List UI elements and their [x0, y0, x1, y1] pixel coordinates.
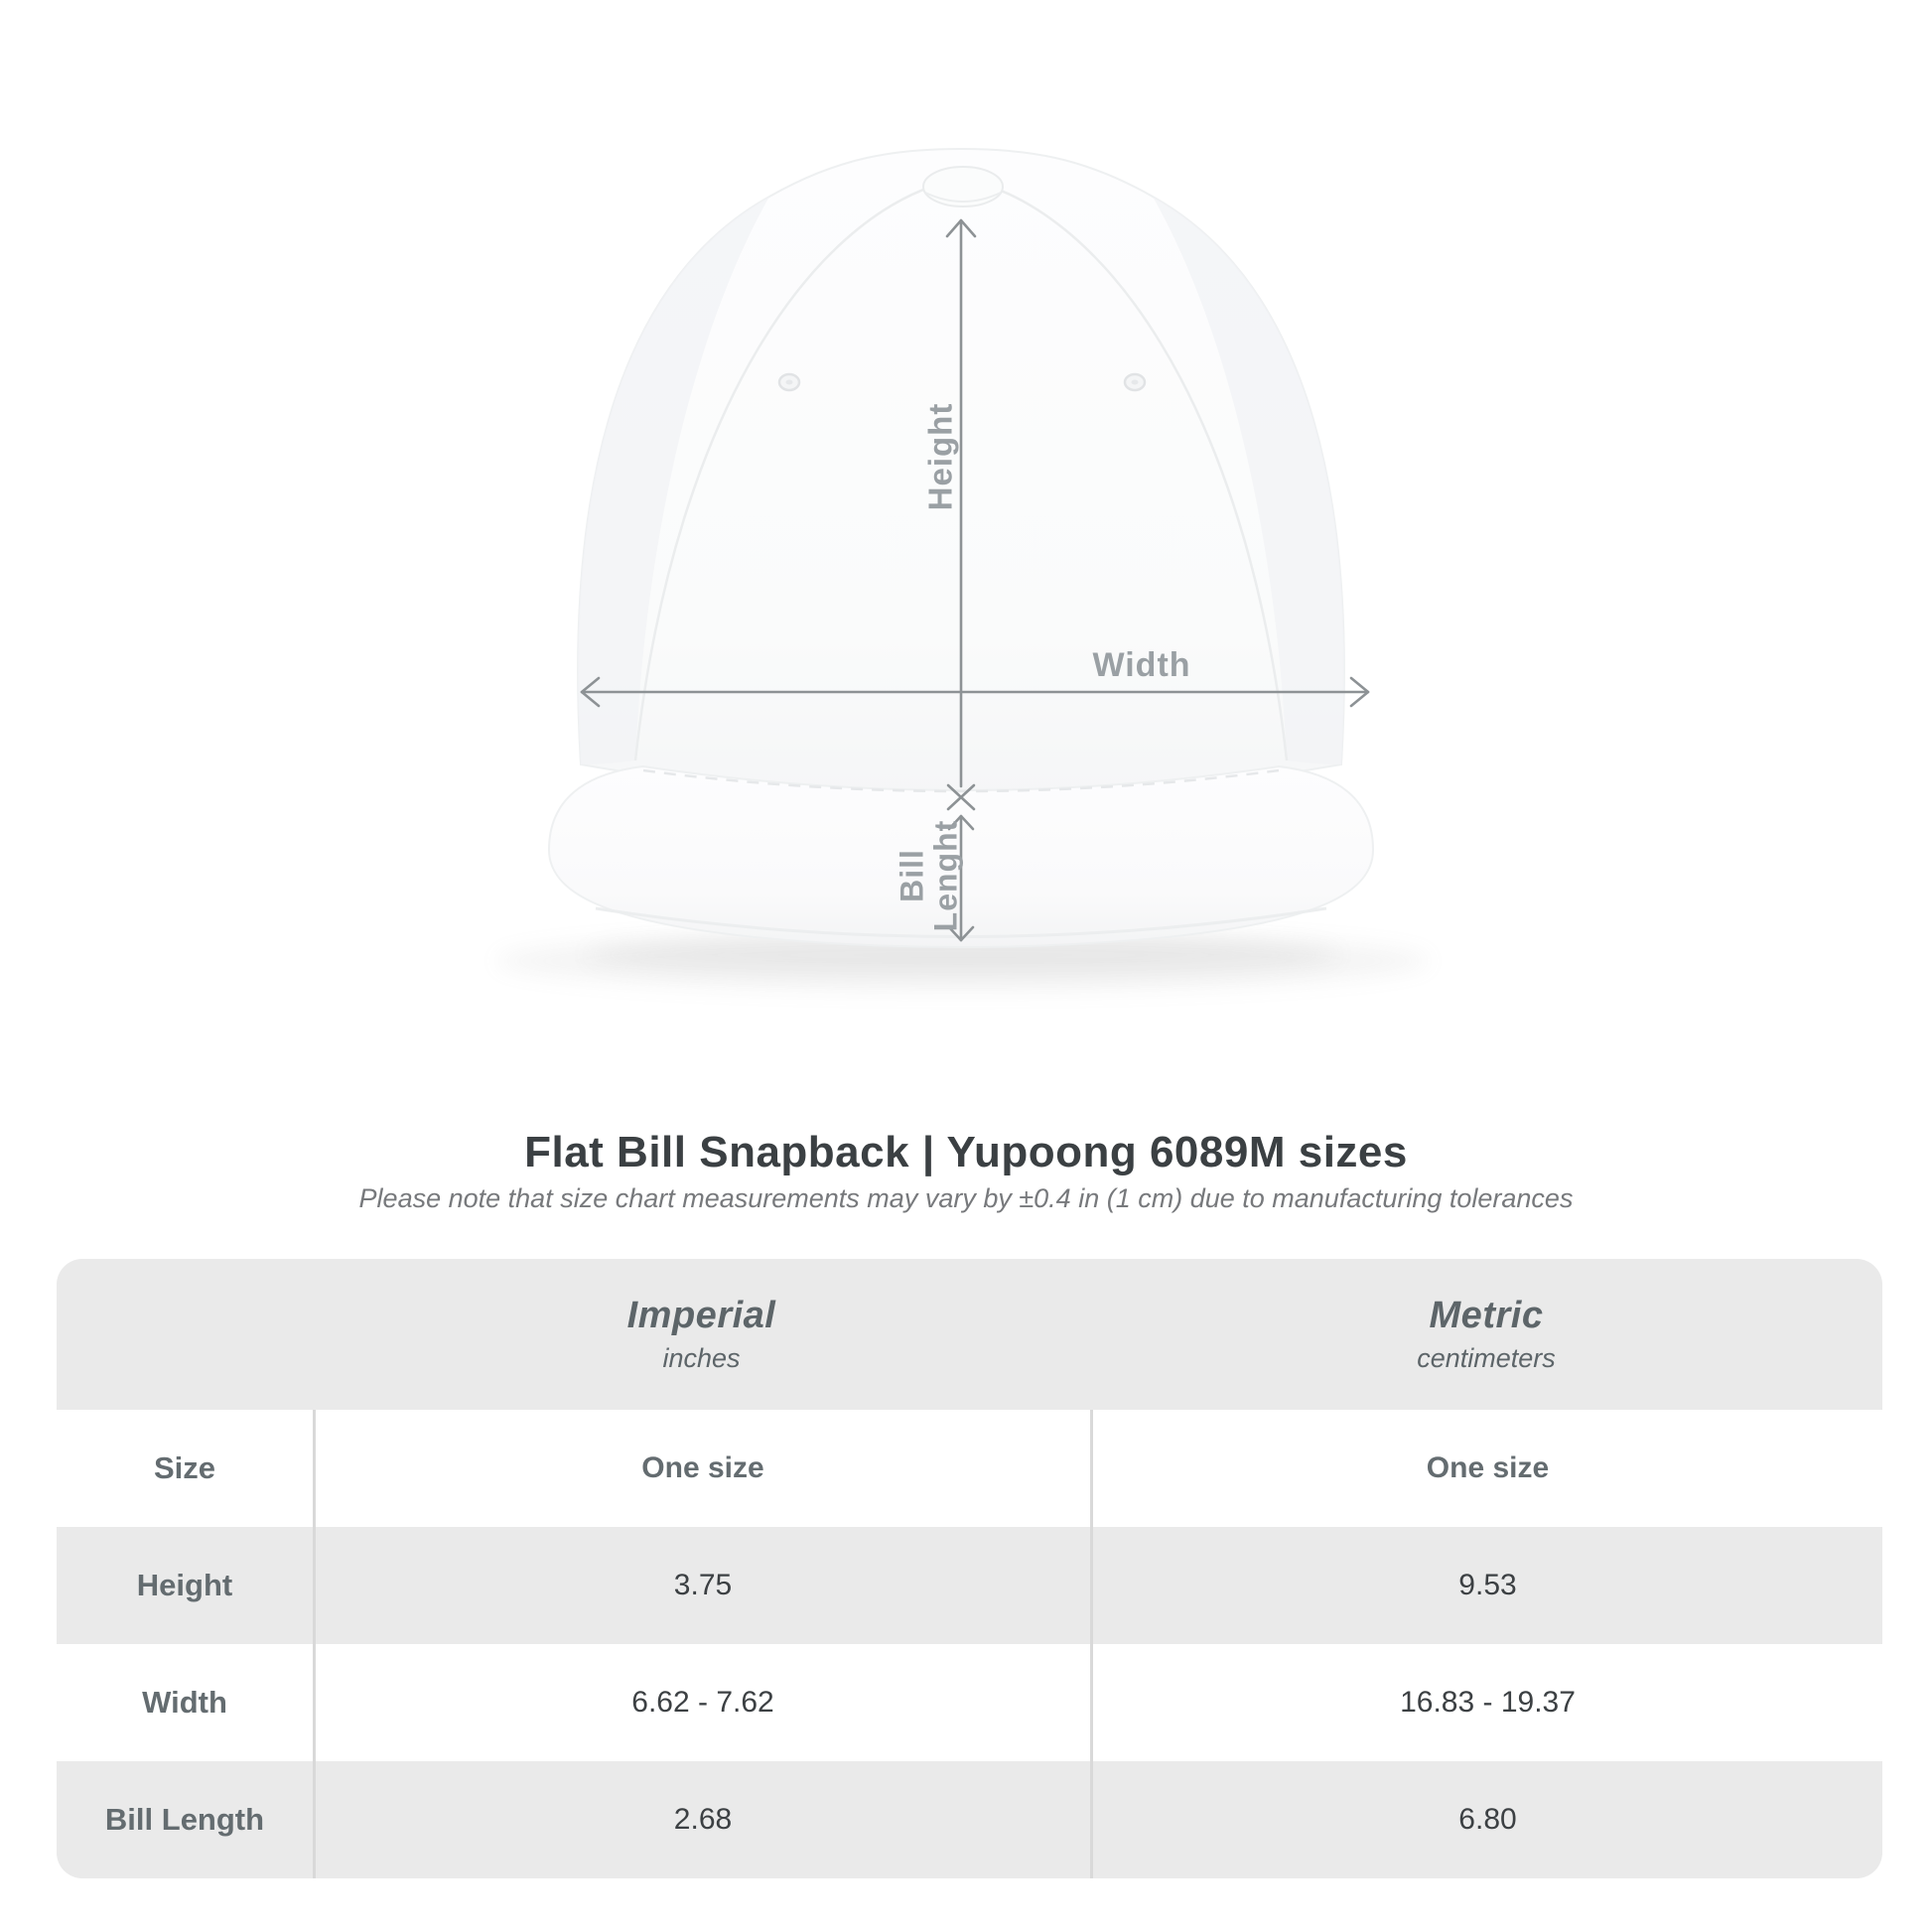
metric-unit: centimeters — [1417, 1343, 1556, 1373]
width-measure-label: Width — [1092, 646, 1191, 685]
row-label-height: Height — [136, 1568, 233, 1602]
bill-length-measure-label — [896, 820, 962, 932]
height-measure-label: Height — [921, 402, 959, 511]
width-imperial-value: 6.62 - 7.62 — [313, 1644, 1090, 1761]
eyelet-left — [779, 374, 799, 390]
size-imperial-value: One size — [313, 1410, 1090, 1527]
bill-length-imperial-value: 2.68 — [313, 1761, 1090, 1878]
row-label-size: Size — [153, 1450, 216, 1485]
row-label-bill-length: Bill Length — [104, 1802, 265, 1837]
size-metric-value: One size — [1090, 1410, 1882, 1527]
bill-length-metric-value: 6.80 — [1090, 1761, 1882, 1878]
eyelet-right — [1125, 374, 1145, 390]
table-row-width — [57, 1644, 1882, 1761]
tolerance-note: Please note that size chart measurements may vary by ±0.4 in (1 cm) due to manufacturing tolerances — [358, 1183, 1574, 1213]
table-header-row — [57, 1259, 1882, 1410]
height-metric-value: 9.53 — [1090, 1527, 1882, 1644]
column-header-metric — [1090, 1295, 1882, 1374]
size-chart-table — [57, 1259, 1882, 1878]
imperial-title: Imperial — [626, 1295, 776, 1336]
imperial-unit: inches — [662, 1343, 741, 1373]
bill-label-line2: Lenght — [927, 819, 963, 932]
metric-title: Metric — [1429, 1295, 1544, 1336]
row-label-width: Width — [142, 1685, 227, 1720]
table-row-bill-length — [57, 1761, 1882, 1878]
height-imperial-value: 3.75 — [313, 1527, 1090, 1644]
width-metric-value: 16.83 - 19.37 — [1090, 1644, 1882, 1761]
table-row-height — [57, 1527, 1882, 1644]
column-header-imperial — [313, 1295, 1090, 1374]
page-title: Flat Bill Snapback | Yupoong 6089M sizes — [524, 1128, 1408, 1176]
cap-button — [923, 167, 1003, 207]
table-row-size — [57, 1410, 1882, 1527]
bill-label-line1: Bill — [894, 849, 930, 902]
